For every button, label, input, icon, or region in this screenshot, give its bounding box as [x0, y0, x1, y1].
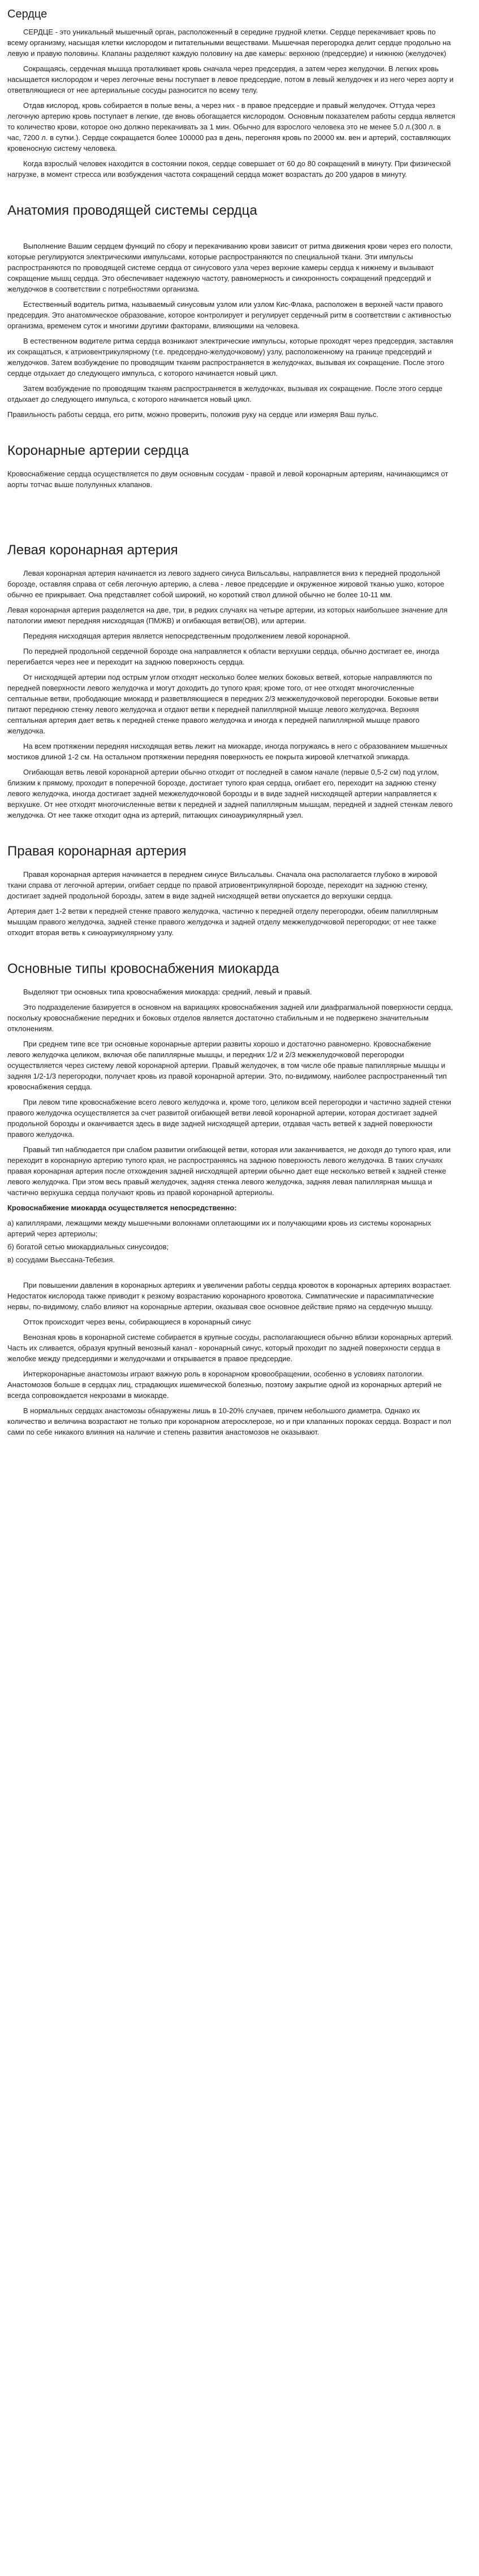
- list-item: б) богатой сетью миокардиальных синусоидов;: [7, 1243, 169, 1251]
- paragraph: Огибающая ветвь левой коронарной артерии обычно отходит от последней в самом начале (первые 0,5-2 см) под углом, близким к прямому, проходит в поперечной борозде, достигает тупого края сердца, огибает его, переходит на заднюю стенку левого желудочка, иногда достигает задней межжелудочковой борозды и в виде задней нисходящей артерии направляется к верхушке. От нее отходят многочисленные ветви к передней и задней папиллярным мышцам, передней и задней стенкам левого желудочка. От нее также отходит одна из артерий, питающих синоаурикулярный узел.: [7, 768, 453, 819]
- paragraph: Правый тип наблюдается при слабом развитии огибающей ветви, которая или заканчивается, не доходя до тупого края, или переходит в коронарную артерию тупого края, не распространяясь на заднюю поверхность левого желудочка. В таких случаях правая коронарная артерия после отхождения задней нисходящей артерии обычно дает еще несколько ветвей к задней стенке левого желудочка. При этом весь правый желудочек, задняя стенка левого желудочка, задняя левая папиллярная мышца и частично верхушка сердца получают кровь из правой коронарной артериолы.: [7, 1145, 451, 1197]
- paragraph: Кровоснабжение сердца осуществляется по двум основным сосудам - правой и левой коронарным артериям, начинающимся от аорты тотчас выше полулунных клапанов.: [7, 470, 448, 489]
- heart-intro-section: [7, 27, 456, 180]
- paragraph: На всем протяжении передняя нисходящая ветвь лежит на миокарде, иногда погружаясь в него с образованием мышечных мостиков длиной 1-2 см. На остальном протяжении передняя поверхность ее покрыта жировой клетчаткой эпикарда.: [7, 742, 448, 761]
- paragraph: В естественном водителе ритма сердца возникают электрические импульсы, которые проходят через предсердия, заставляя их сокращаться, к атриовентрикулярному (т.е. предсердно-желудочковому) узлу, расположенному на границе предсердий и желудочков. Затем возбуждение по проводящим тканям распространяется в желудочках, вызывая их сокращение. После этого сердце отдыхает до следующего импульса, с которого начинается новый цикл.: [7, 337, 454, 377]
- paragraph: Затем возбуждение по проводящим тканям распространяется в желудочках, вызывая их сокращение. После этого сердце отдыхает до следующего импульса, с которого начинается новый цикл.: [7, 384, 443, 403]
- paragraph: Левая коронарная артерия разделяется на две, три, в редких случаях на четыре артерии, из которых наибольшее значение для патологии имеют передняя нисходящая (ПМЖВ) и огибающая ветви(ОВ), или артерии.: [7, 606, 448, 625]
- section-heading: Левая коронарная артерия: [7, 542, 178, 558]
- list-item: а) капиллярами, лежащими между мышечными волокнами оплетающими их и получающими кровь из системы коронарных артерий через артериолы;: [7, 1219, 431, 1238]
- paragraph: Венозная кровь в коронарной системе собирается в крупные сосуды, располагающиеся обычно вблизи коронарных артерий. Часть их сливается, образуя крупный венозный канал - коронарный синус, который проходит по задней поверхности сердца в желобке между предсердиями и желудочками и открывается в правое предсердие.: [7, 1333, 454, 1363]
- paragraph: Выделяют три основных типа кровоснабжения миокарда: средний, левый и правый.: [23, 988, 312, 996]
- section-heading: Коронарные артерии сердца: [7, 443, 189, 458]
- paragraph: При левом типе кровоснабжение всего левого желудочка и, кроме того, целиком всей перегородки и частично задней стенки правого желудочка осуществляется за счет развитой огибающей ветви левой коронарной артерии, которая достигает задней продольной борозды и оканчивается здесь в виде задней нисходящей артерии, отдавая часть ветвей к задней поверхности правого желудочка.: [7, 1098, 451, 1139]
- coronary-section: [7, 442, 456, 490]
- paragraph: СЕРДЦЕ - это уникальный мышечный орган, расположенный в середине грудной клетки. Сердце перекачивает кровь по всему организму, насыщая клетки кислородом и питательными веществами. Мышечная перегородка делит сердце продольно на левую и правую половины. Клапаны разделяют каждую половину на две камеры: верхнюю (предсердие) и нижнюю (желудочек): [7, 28, 451, 58]
- section-heading: Правая коронарная артерия: [7, 844, 187, 859]
- paragraph: В нормальных сердцах анастомозы обнаружены лишь в 10-20% случаев, причем небольшого диаметра. Однако их количество и величина возрастают не только при коронарном атеросклерозе, но и при клапанных пороках сердца. Возраст и пол сами по себе никакого влияния на наличие и степень развития анастомозов не оказывают.: [7, 1406, 451, 1436]
- section-heading: Основные типы кровоснабжения миокарда: [7, 961, 279, 976]
- paragraph: От нисходящей артерии под острым углом отходят несколько более мелких боковых ветвей, которые направляются по передней поверхности левого желудочка и могут доходить до тупого края; кроме того, от нее отходят многочисленные септальные ветви, прободающие миокард и разветвляющиеся в передних 2/3 межжелудочковой перегородки. Боковые ветви питают переднюю стенку левого желудочка и отдают ветви к передней папиллярной мышце левого желудочка. Верхняя септальная артерия дает ветвь к передней стенке правого желудочка и иногда к передней папиллярной мышце правого желудочка.: [7, 673, 439, 735]
- paragraph: Это подразделение базируется в основном на вариациях кровоснабжения задней или диафрагмальной поверхности сердца, поскольку кровоснабжение передних и боковых отделов является достаточно стабильным и не подвержено значительным отклонениям.: [7, 1003, 453, 1033]
- page-title: Сердце: [7, 8, 48, 20]
- paragraph: При среднем типе все три основные коронарные артерии развиты хорошо и достаточно равномерно. Кровоснабжение левого желудочка целиком, включая обе папиллярные мышцы, и передних 1/2 и 2/3 межжелудочковой перегородки осуществляется через систему левой коронарной артерии. Правый желудочек, в том числе обе правые папиллярные мышцы и задняя 1/2-1/3 перегородки, получает кровь из правой коронарной артерии. Это, по-видимому, наиболее распространенный тип кровоснабжения сердца.: [7, 1040, 447, 1091]
- paragraph: Отток происходит через вены, собирающиеся в коронарный синус: [23, 1318, 251, 1326]
- types-section: [7, 961, 456, 1437]
- paragraph: Правая коронарная артерия начинается в переднем синусе Вильсальвы. Сначала она располагается глубоко в жировой ткани справа от легочной артерии, огибает сердце по правой атриовентрикулярной борозде, переходит на заднюю стенку, достигает задней продольной борозды, затем в виде задней нисходящей ветви опускается до верхушки сердца.: [7, 870, 437, 900]
- paragraph: По передней продольной сердечной борозде она направляется к области верхушки сердца, обычно достигает ее, иногда перегибается через нее и переходит на заднюю поверхность сердца.: [7, 647, 439, 666]
- paragraph: Выполнение Вашим сердцем функций по сбору и перекачиванию крови зависит от ритма движения крови через его полости, которые регулируются электрическими импульсами, которые распространяются по специальной ткани. Эти импульсы распространяются по проводящей системе сердца от синусового узла через верхние камеры сердца к нижнему и вызывают сокращение мышц сердца. Это обеспечивает надежную частоту, равномерность и синхронность сокращений предсердий и желудочков в соответствии с потребностями организма.: [7, 242, 453, 293]
- list-title: Кровоснабжение миокарда осуществляется непосредственно:: [7, 1204, 237, 1212]
- paragraph: Артерия дает 1-2 ветви к передней стенке правого желудочка, частично к передней отделу перегородки, обеим папиллярным мышцам правого желудочка, задней стенке правого желудочка и задней отделу межжелудочковой перегородки; от нее также отходит вторая ветвь к синоаурикулярному узлу.: [7, 907, 438, 937]
- left-artery-section: [7, 542, 456, 820]
- right-artery-section: [7, 843, 456, 938]
- conduction-section: [7, 202, 456, 420]
- list-item: в) сосудами Вьессана-Тебезия.: [7, 1256, 115, 1264]
- paragraph: При повышении давления в коронарных артериях и увеличении работы сердца кровоток в коронарных артериях возрастает. Недостаток кислорода также приводит к резкому возрастанию коронарного кровотока. Симпатические и парасимпатические нервы, по-видимому, слабо влияют на коронарные артерии, оказывая свое основное действие прямо на сердечную мышцу.: [7, 1281, 451, 1311]
- paragraph: Интеркоронарные анастомозы играют важную роль в коронарном кровообращении, особенно в условиях патологии. Анастомозов больше в сердцах лиц, страдающих ишемической болезнью, поэтому закрытие одной из коронарных артерий не всегда сопровождается некрозами в миокарде.: [7, 1370, 442, 1400]
- paragraph: Передняя нисходящая артерия является непосредственным продолжением левой коронарной.: [23, 632, 351, 640]
- supply-list: [7, 1218, 456, 1265]
- paragraph: Когда взрослый человек находится в состоянии покоя, сердце совершает от 60 до 80 сокращений в минуту. При физической нагрузке, в момент стресса или возбуждения частота сокращений сердца может возрастать до 200 ударов в минуту.: [7, 159, 451, 179]
- paragraph: Отдав кислород, кровь собирается в полые вены, а через них - в правое предсердие и правый желудочек. Оттуда через легочную артерию кровь поступает в легкие, где вновь обогащается кислородом. Основным показателем работы сердца является то количество крови, которое оно должно перекачивать за 1 мин. Обычно для взрослого человека это не менее 5.0 л.(300 л. в час, 7200 л. в сутки.). Сердце сокращается более 100000 раз в день, перегоняя кровь по 20000 км. вен и артерий, составляющих кровеносную систему человека.: [7, 101, 455, 153]
- paragraph: Правильность работы сердца, его ритм, можно проверить, положив руку на сердце или измеряя Ваш пульс.: [7, 410, 379, 419]
- paragraph: Естественный водитель ритма, называемый синусовым узлом или узлом Кис-Флака, расположен в верхней части правого предсердия. Это анатомическое образование, которое контролирует и регулирует сердечный ритм в соответствии с активностью организма, временем суток и многими другими факторами, влияющими на человека.: [7, 300, 451, 330]
- section-heading: Анатомия проводящей системы сердца: [7, 203, 257, 218]
- paragraph: Сокращаясь, сердечная мышца проталкивает кровь сначала через предсердия, а затем через желудочки. В легких кровь насыщается кислородом и через легочные вены поступает в левое предсердие, потом в левый желудочек и из него через аорту и ответвляющиеся от нее артериальные сосуды разносится по всему телу.: [7, 64, 454, 94]
- paragraph: Левая коронарная артерия начинается из левого заднего синуса Вильсальвы, направляется вниз к передней продольной борозде, оставляя справа от себя легочную артерию, а слева - левое предсердие и окруженное жировой тканью ушко, которое обычно ее прикрывает. Она представляет собой широкий, но короткий ствол длиной обычно не более 10-11 мм.: [7, 569, 445, 599]
